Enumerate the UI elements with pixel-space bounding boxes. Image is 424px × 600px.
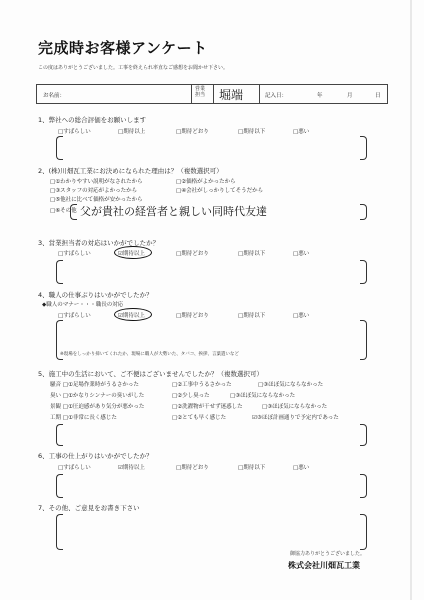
- q6-option[interactable]: □すばらしい: [58, 465, 91, 471]
- q6-comment-bracket-right: [360, 474, 367, 498]
- q5-row-noise[interactable]: 騒音 □①足場作業時がうるさかった: [50, 382, 139, 388]
- q4-option[interactable]: □すばらしい: [58, 313, 91, 319]
- footer-thanks: 御協力ありがとうございました。: [290, 551, 366, 557]
- month-label: 月: [347, 93, 353, 99]
- q6-option[interactable]: □期待どおり: [176, 465, 209, 471]
- q6-option-selected[interactable]: ☑期待以上: [118, 465, 145, 471]
- q4-option[interactable]: □期待以下: [238, 313, 266, 319]
- q7-comment-bracket-left: [56, 514, 63, 550]
- q5-row-smell[interactable]: 臭い □①かなりシンナーの臭いがした: [50, 393, 145, 399]
- q5-row-view[interactable]: □③ほぼ気にならなかった: [262, 404, 328, 410]
- q6-option[interactable]: □悪い: [293, 465, 310, 471]
- q4-sub: ◆職人のマナー・・・職長の対応: [42, 302, 124, 308]
- q2-option[interactable]: □①わかりやすい説明がなされたから: [50, 179, 143, 185]
- q6-comment-bracket-left: [56, 474, 63, 498]
- q2-other-bracket-left: [70, 204, 77, 220]
- q5-row-period[interactable]: 工期 □①非常に長く感じた: [50, 415, 117, 421]
- q3-text: 3、営業担当者の対応はいかがでしたか？: [38, 239, 160, 247]
- q2-option[interactable]: □⑤他社に比べて価格が安かったから: [50, 197, 143, 203]
- header-divider: [213, 85, 214, 103]
- q3-option[interactable]: □悪い: [293, 251, 310, 257]
- date-label: 記入日：: [265, 93, 288, 99]
- q3-comment-bracket-right: [360, 260, 367, 284]
- selection-circle: [114, 246, 152, 259]
- name-label: お名前：: [43, 93, 66, 99]
- q2-other-bracket-right: [360, 204, 367, 220]
- q4-comment-bracket-right: [360, 320, 367, 360]
- q1-option[interactable]: □期待以下: [238, 129, 266, 135]
- q5-text: 5、施工中の生活において、ご不便はございませんでしたか？（複数選択可）: [38, 370, 264, 378]
- q7-comment-bracket-right: [360, 514, 367, 550]
- staff-value: 堀端: [219, 88, 244, 102]
- q2-other-value: 父が貴社の経営者と親しい同時代友達: [80, 205, 267, 218]
- q4-option[interactable]: □悪い: [293, 313, 310, 319]
- q1-text: 1、弊社への総合評価をお願いします: [38, 116, 147, 124]
- q5-row-smell[interactable]: □②少し臭った: [172, 393, 210, 399]
- q2-option[interactable]: □③スタッフの対応がよかったから: [50, 188, 138, 194]
- q4-option-selected[interactable]: ☑期待以上: [118, 313, 145, 319]
- q2-text: 2、(株)川畑瓦工業にお決めになられた理由は？（複数選択可）: [38, 167, 223, 175]
- year-label: 年: [317, 93, 323, 99]
- q3-option[interactable]: □期待どおり: [176, 251, 209, 257]
- q5-row-view[interactable]: □②洗濯物が干せず迷惑した: [172, 404, 243, 410]
- scan-edge: [410, 0, 412, 600]
- q5-row-noise[interactable]: □③ほぼ気にならなかった: [258, 382, 324, 388]
- q1-option[interactable]: □すばらしい: [58, 129, 91, 135]
- selection-circle: [114, 308, 152, 321]
- q1-comment-bracket-right: [360, 136, 367, 160]
- q3-option[interactable]: □期待以下: [238, 251, 266, 257]
- q1-option[interactable]: □期待どおり: [176, 129, 209, 135]
- q4-text: 4、職人の仕事ぶりはいかがでしたか？: [38, 291, 153, 299]
- intro-text: この度はありがとうございました。工事を終えられ率直なご感想をお聞かせ下さい。: [38, 65, 229, 71]
- q2-other-label[interactable]: □⑥その他: [50, 208, 77, 214]
- q7-text: 7、その他、ご意見をお書き下さい: [38, 504, 140, 512]
- q3-comment-bracket-left: [56, 260, 63, 284]
- q5-row-smell[interactable]: □③ほぼ気にならなかった: [230, 393, 296, 399]
- q1-comment-bracket-left: [56, 136, 63, 160]
- q1-option[interactable]: □期待以上: [118, 129, 146, 135]
- q5-comment-bracket-right: [360, 424, 367, 446]
- header-box: [36, 84, 388, 104]
- staff-label: 営業担当: [195, 86, 206, 98]
- q5-row-view[interactable]: 景観 □①圧迫感があり気分が悪かった: [50, 404, 145, 410]
- q2-option[interactable]: □②価格がよかったから: [176, 179, 236, 185]
- company-name: 株式会社川畑瓦工業: [288, 561, 360, 570]
- q3-option[interactable]: □すばらしい: [58, 251, 91, 257]
- q4-option[interactable]: □期待どおり: [176, 313, 209, 319]
- q5-row-period-selected[interactable]: ☑③ほぼ計画通りで予定内であった: [252, 415, 339, 421]
- q5-comment-bracket-left: [56, 424, 63, 446]
- q2-option[interactable]: □④会社がしっかりしてそうだから: [176, 188, 264, 194]
- survey-title: 完成時お客様アンケート: [38, 39, 208, 57]
- q4-note: ※現場をしっかり掃いてくれたか、現場に職人が大勢いた、タバコ、挨拶、言葉遣いなど: [60, 352, 240, 357]
- header-divider: [259, 85, 260, 103]
- q6-text: 6、工事の仕上がりはいかがでしたか？: [38, 452, 153, 460]
- q1-option[interactable]: □悪い: [293, 129, 310, 135]
- q3-option-selected[interactable]: ☑期待以上: [118, 251, 145, 257]
- q5-row-period[interactable]: □②とても早く感じた: [172, 415, 227, 421]
- q5-row-noise[interactable]: □②工事中うるさかった: [172, 382, 232, 388]
- day-label: 日: [375, 93, 381, 99]
- q6-option[interactable]: □期待以下: [238, 465, 266, 471]
- header-divider: [191, 85, 192, 103]
